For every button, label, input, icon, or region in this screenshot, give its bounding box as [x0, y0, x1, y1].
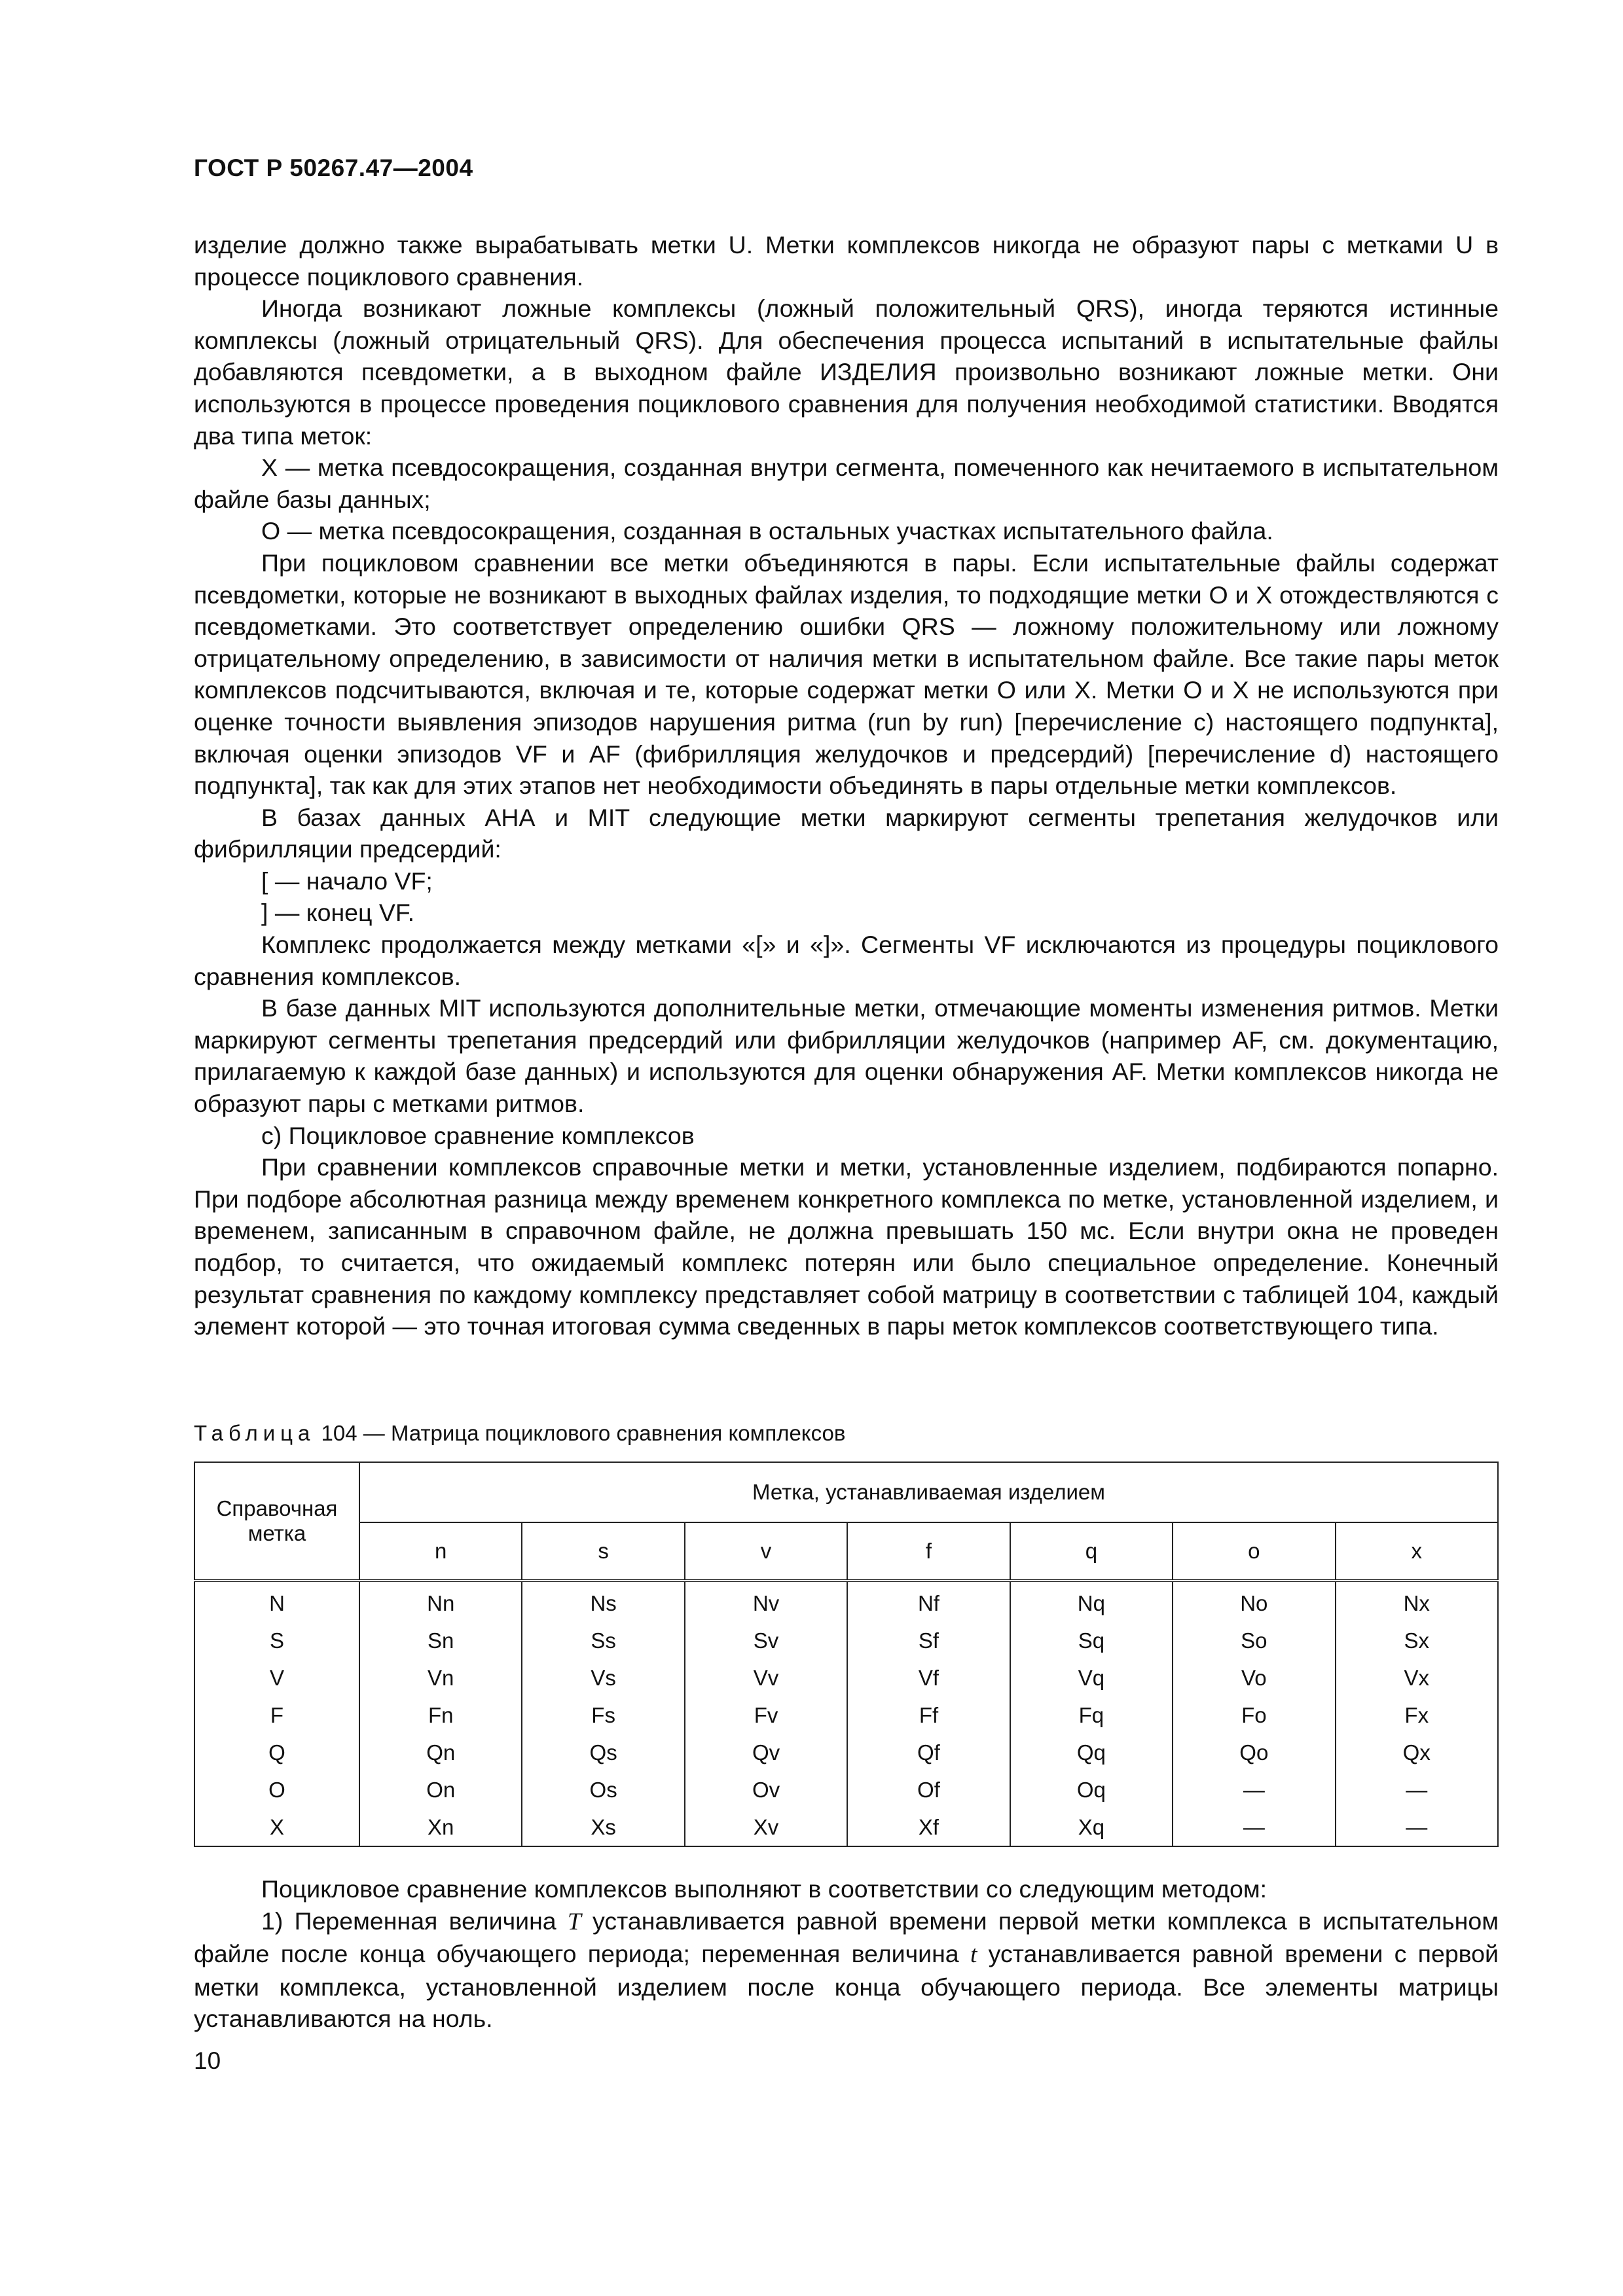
- table-cell: Qq: [1010, 1734, 1173, 1771]
- table-cell: —: [1336, 1808, 1498, 1846]
- table-cell: Xs: [522, 1808, 684, 1846]
- table-cell: Qf: [847, 1734, 1010, 1771]
- row-label: N: [194, 1581, 359, 1622]
- row-label: Q: [194, 1734, 359, 1771]
- table-cell: Ss: [522, 1622, 684, 1659]
- table-cell: Vv: [685, 1659, 847, 1696]
- variable-T: T: [567, 1908, 581, 1935]
- row-label: S: [194, 1622, 359, 1659]
- table-cell: Qs: [522, 1734, 684, 1771]
- paragraph: Комплекс продолжается между метками «[» и «]». Сегменты VF исключаются из процедуры поциклового сравнения комплексов.: [194, 931, 1499, 990]
- method-intro: Поцикловое сравнение комплексов выполняют в соответствии со следующим методом:: [261, 1875, 1267, 1903]
- table-caption-title: 104 — Матрица поциклового сравнения комплексов: [315, 1421, 846, 1445]
- table-cell: Os: [522, 1771, 684, 1808]
- paragraph: При сравнении комплексов справочные метки и метки, установленные изделием, подбираются попарно. При подборе абсолютная разница между временем конкретного комплекса по метке, установленной изделием, и временем, записанным в справочном файле, не должна превышать 150 мс. Если внутри окна не проведен подбор, то считается, что ожидаемый комплекс потерян или было специальное определение. Конечный результат сравнения по каждому комплексу представляет собой матрицу в соответствии с таблицей 104, каждый элемент которой — это точная итоговая сумма сведенных в пары меток комплексов соответствующего типа.: [194, 1153, 1499, 1340]
- table-row: [194, 1622, 1498, 1659]
- table-cell: Of: [847, 1771, 1010, 1808]
- table-cell: Fq: [1010, 1696, 1173, 1734]
- table-row: [194, 1734, 1498, 1771]
- column-header: n: [359, 1522, 522, 1581]
- table-cell: Sf: [847, 1622, 1010, 1659]
- row-label: V: [194, 1659, 359, 1696]
- step1-text-a: 1) Переменная величина: [261, 1907, 568, 1935]
- step1-text-b: устанавливается равной времени первой метки комплекса в испытательном файле после конца обучающего периода; переменная величина: [194, 1907, 1499, 1968]
- table-cell: Nx: [1336, 1581, 1498, 1622]
- table-row: [194, 1808, 1498, 1846]
- column-header: f: [847, 1522, 1010, 1581]
- column-header: s: [522, 1522, 684, 1581]
- table-row: [194, 1771, 1498, 1808]
- page-number: 10: [194, 2047, 221, 2074]
- table-cell: Qv: [685, 1734, 847, 1771]
- table-cell: Xv: [685, 1808, 847, 1846]
- paragraph: О — метка псевдосокращения, созданная в остальных участках испытательного файла.: [261, 517, 1273, 545]
- table-caption-label: Таблица: [194, 1421, 316, 1445]
- method-text: [194, 1873, 1499, 2035]
- table-cell: Ff: [847, 1696, 1010, 1734]
- table-cell: Sn: [359, 1622, 522, 1659]
- paragraph: ] — конец VF.: [261, 899, 415, 927]
- paragraph: В базе данных MIT используются дополнительные метки, отмечающие моменты изменения ритмов. Метки маркируют сегменты трепетания предсердий или фибрилляции желудочков (например AF, см. документацию, прилагаемую к каждой базе данных) и используются для оценки обнаружения AF. Метки комплексов никогда не образуют пары с метками ритмов.: [194, 994, 1499, 1118]
- table-cell: Nf: [847, 1581, 1010, 1622]
- table-cell: Oq: [1010, 1771, 1173, 1808]
- table-cell: Nn: [359, 1581, 522, 1622]
- column-header: o: [1173, 1522, 1335, 1581]
- comparison-matrix-table: [194, 1462, 1499, 1847]
- table-cell: So: [1173, 1622, 1335, 1659]
- step1-text-c: устанавливается равной времени с первой метки комплекса, установленной изделием после конца обучающего периода. Все элементы матрицы устанавливаются на ноль.: [194, 1940, 1499, 2033]
- table-cell: Vs: [522, 1659, 684, 1696]
- table-cell: Qx: [1336, 1734, 1498, 1771]
- paragraph: В базах данных АНА и MIT следующие метки маркируют сегменты трепетания желудочков или фибрилляции предсердий:: [194, 803, 1499, 863]
- table-cell: Fn: [359, 1696, 522, 1734]
- table-cell: Vx: [1336, 1659, 1498, 1696]
- table-cell: —: [1173, 1808, 1335, 1846]
- device-label-header: Метка, устанавливаемая изделием: [359, 1462, 1498, 1522]
- reference-label-header: Справочная метка: [194, 1462, 359, 1581]
- table-cell: Fs: [522, 1696, 684, 1734]
- table-cell: No: [1173, 1581, 1335, 1622]
- table-cell: Nv: [685, 1581, 847, 1622]
- table-cell: Sq: [1010, 1622, 1173, 1659]
- table-cell: Nq: [1010, 1581, 1173, 1622]
- body-text: [194, 229, 1499, 1342]
- row-label: X: [194, 1808, 359, 1846]
- table-cell: Qn: [359, 1734, 522, 1771]
- table-cell: Vo: [1173, 1659, 1335, 1696]
- table-cell: Fv: [685, 1696, 847, 1734]
- paragraph: [ — начало VF;: [261, 867, 433, 895]
- table-cell: Vq: [1010, 1659, 1173, 1696]
- paragraph: При поцикловом сравнении все метки объединяются в пары. Если испытательные файлы содержат псевдометки, которые не возникают в выходных файлах изделия, то подходящие метки О и X отождествляются с псевдометками. Это соответствует определению ошибки QRS — ложному положительному или ложному отрицательному определению, в зависимости от наличия метки в испытательном файле. Все такие пары меток комплексов подсчитываются, включая и те, которые содержат метки О или X. Метки О и X не используются при оценке точности выявления эпизодов нарушения ритма (run by run) [перечисление с) настоящего подпункта], включая оценки эпизодов VF и AF (фибрилляция желудочков и предсердий) [перечисление d) настоящего подпункта], так как для этих этапов нет необходимости объединять в пары отдельные метки комплексов.: [194, 548, 1499, 800]
- table-cell: On: [359, 1771, 522, 1808]
- variable-t: t: [970, 1941, 977, 1969]
- column-header: q: [1010, 1522, 1173, 1581]
- table-cell: Xn: [359, 1808, 522, 1846]
- paragraph: изделие должно также вырабатывать метки U. Метки комплексов никогда не образуют пары с метками U в процессе поциклового сравнения.: [194, 231, 1499, 291]
- method-step-1: [194, 1905, 1499, 2035]
- table-cell: Xq: [1010, 1808, 1173, 1846]
- row-label: F: [194, 1696, 359, 1734]
- paragraph: Иногда возникают ложные комплексы (ложный положительный QRS), иногда теряются истинные комплексы (ложный отрицательный QRS). Для обеспечения процесса испытаний в испытательные файлы добавляются псевдометки, а в выходном файле ИЗДЕЛИЯ произвольно возникают ложные метки. Они используются в процессе проведения поциклового сравнения для получения необходимой статистики. Вводятся два типа меток:: [194, 295, 1499, 450]
- table-cell: —: [1173, 1771, 1335, 1808]
- table-cell: —: [1336, 1771, 1498, 1808]
- column-header: x: [1336, 1522, 1498, 1581]
- table-row: [194, 1696, 1498, 1734]
- column-header: v: [685, 1522, 847, 1581]
- table-cell: Vn: [359, 1659, 522, 1696]
- table-row: [194, 1581, 1498, 1622]
- paragraph: X — метка псевдосокращения, созданная внутри сегмента, помеченного как нечитаемого в испытательном файле базы данных;: [194, 454, 1499, 513]
- table-cell: Xf: [847, 1808, 1010, 1846]
- row-label: O: [194, 1771, 359, 1808]
- table-cell: Sx: [1336, 1622, 1498, 1659]
- table-cell: Vf: [847, 1659, 1010, 1696]
- paragraph: с) Поцикловое сравнение комплексов: [261, 1121, 695, 1149]
- table-cell: Ns: [522, 1581, 684, 1622]
- standard-header: ГОСТ Р 50267.47—2004: [194, 154, 473, 181]
- table-caption: [194, 1418, 845, 1449]
- table-cell: Fx: [1336, 1696, 1498, 1734]
- table-cell: Sv: [685, 1622, 847, 1659]
- table-cell: Qo: [1173, 1734, 1335, 1771]
- table-row: [194, 1659, 1498, 1696]
- table-cell: Fo: [1173, 1696, 1335, 1734]
- table-cell: Ov: [685, 1771, 847, 1808]
